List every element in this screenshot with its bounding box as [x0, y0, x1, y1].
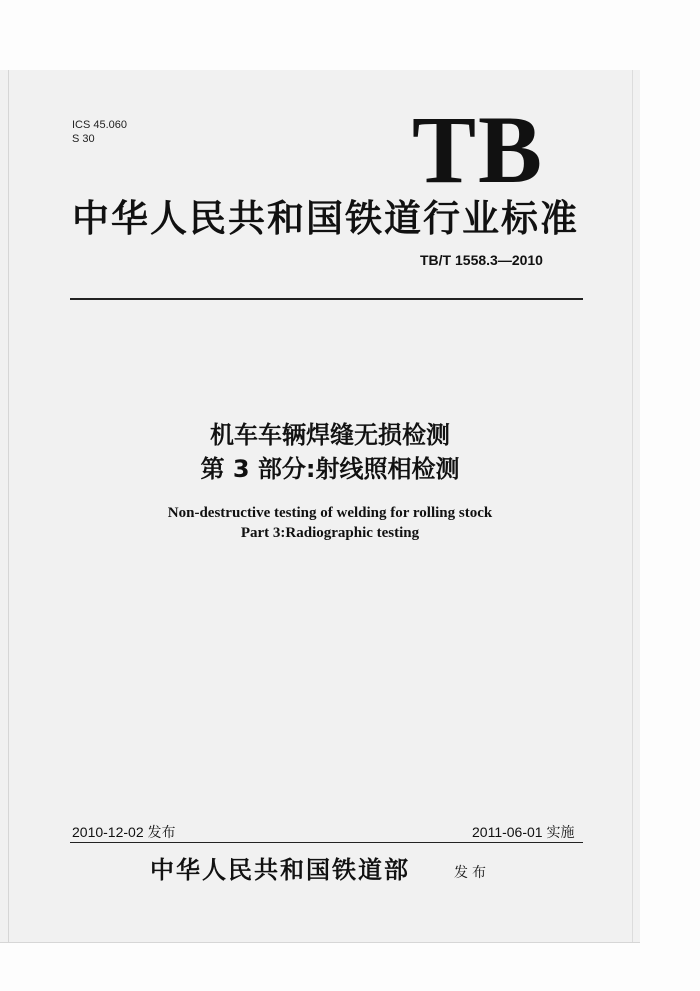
- publisher-name: 中华人民共和国铁道部: [150, 855, 410, 884]
- ccs-code: S 30: [72, 133, 95, 145]
- classification-block: [72, 118, 127, 146]
- title-chinese: [0, 418, 660, 486]
- footer-rule: [70, 842, 583, 843]
- title-chinese-line2: 第 3 部分:射线照相检测: [200, 455, 460, 483]
- scan-edge-bottom: [0, 942, 640, 943]
- title-chinese-line1: 机车车辆焊缝无损检测: [210, 421, 450, 449]
- tb-logo: TB: [412, 96, 545, 203]
- implementation-date: 2011-06-01 实施: [472, 824, 575, 840]
- title-english: [0, 503, 660, 543]
- issue-date: 2010-12-02 发布: [72, 824, 176, 840]
- header-rule: [70, 298, 583, 300]
- ics-code: ICS 45.060: [72, 119, 128, 131]
- issuer-title: 中华人民共和国铁道行业标准: [72, 196, 579, 240]
- publisher-verb: 发布: [454, 865, 490, 881]
- title-english-line1: Non-destructive testing of welding for rolling stock: [167, 505, 493, 521]
- standard-number: TB/T 1558.3—2010: [420, 252, 543, 268]
- title-english-line2: Part 3:Radiographic testing: [240, 525, 420, 541]
